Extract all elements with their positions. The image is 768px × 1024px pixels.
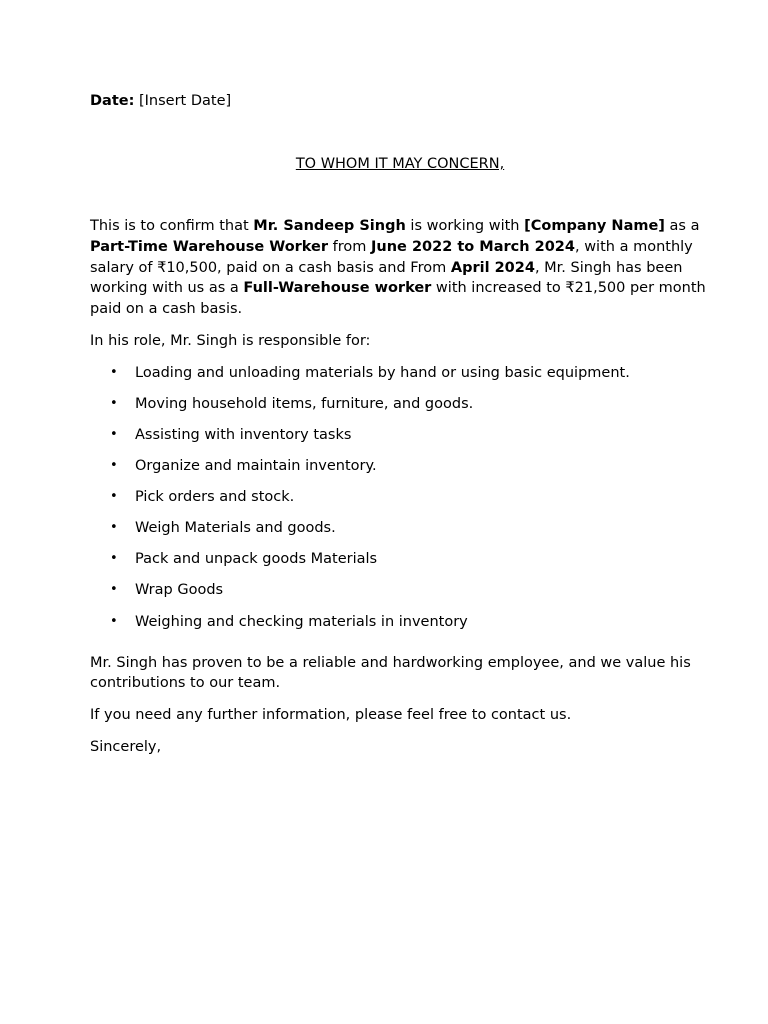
list-item-text: Assisting with inventory tasks [135,426,352,443]
period-part-time: June 2022 to March 2024 [371,238,575,255]
date-line [90,91,231,111]
list-item [90,456,715,477]
intro-text-6: , Mr. Singh has been working with us as a [90,259,683,297]
bullet-icon: • [110,395,118,411]
letter-heading: TO WHOM IT MAY CONCERN, [295,156,505,172]
bullet-icon: • [110,426,118,442]
closing-paragraph: Mr. Singh has proven to be a reliable and hardworking employee, and we value his contributions to our team. [90,654,691,692]
bullet-icon: • [110,582,118,598]
list-item [90,487,715,508]
list-item [90,549,715,570]
responsibilities-list [90,363,715,633]
letter-body [90,216,715,769]
date-label: Date: [90,93,135,109]
list-item [90,612,715,633]
list-item [90,518,715,539]
role-part-time: Part-Time Warehouse Worker [90,238,329,255]
intro-text-2: is working with [405,218,525,234]
list-item [90,580,715,601]
list-item-text: Wrap Goods [135,582,224,599]
bullet-icon: • [110,613,118,629]
signoff: Sincerely, [90,739,162,756]
date-value: [Insert Date] [134,93,232,109]
intro-text-7: with increased to ₹21,500 per month paid on a cash basis. [90,280,706,318]
contact-line: If you need any further information, please feel free to contact us. [90,707,572,724]
spacer [90,643,715,653]
intro-paragraph [90,216,715,320]
bullet-icon: • [110,520,118,536]
list-item-text: Weighing and checking materials in inventory [135,613,468,630]
list-item [90,425,715,446]
list-item-text: Organize and maintain inventory. [135,458,377,475]
intro-text-5: , with a monthly salary of ₹10,500, paid on a cash basis and From [90,238,693,276]
bullet-icon: • [110,364,118,380]
role-full-time: Full-Warehouse worker [243,280,432,297]
list-item-text: Pick orders and stock. [135,489,295,506]
intro-text-4: from [328,238,372,255]
responsibilities-intro: In his role, Mr. Singh is responsible for: [90,332,371,349]
employee-name: Mr. Sandeep Singh [253,218,406,234]
list-item-text: Weigh Materials and goods. [135,520,336,537]
list-item-text: Loading and unloading materials by hand or using basic equipment. [135,364,630,381]
company-name: [Company Name] [524,218,665,234]
period-full-time: April 2024 [450,259,535,276]
list-item [90,394,715,415]
list-item-text: Pack and unpack goods Materials [135,551,378,568]
bullet-icon: • [110,458,118,474]
intro-text-3: as a [664,218,700,234]
bullet-icon: • [110,489,118,505]
list-item-text: Moving household items, furniture, and goods. [135,395,474,412]
intro-text-1: This is to confirm that [90,218,254,234]
list-item [90,363,715,384]
bullet-icon: • [110,551,118,567]
